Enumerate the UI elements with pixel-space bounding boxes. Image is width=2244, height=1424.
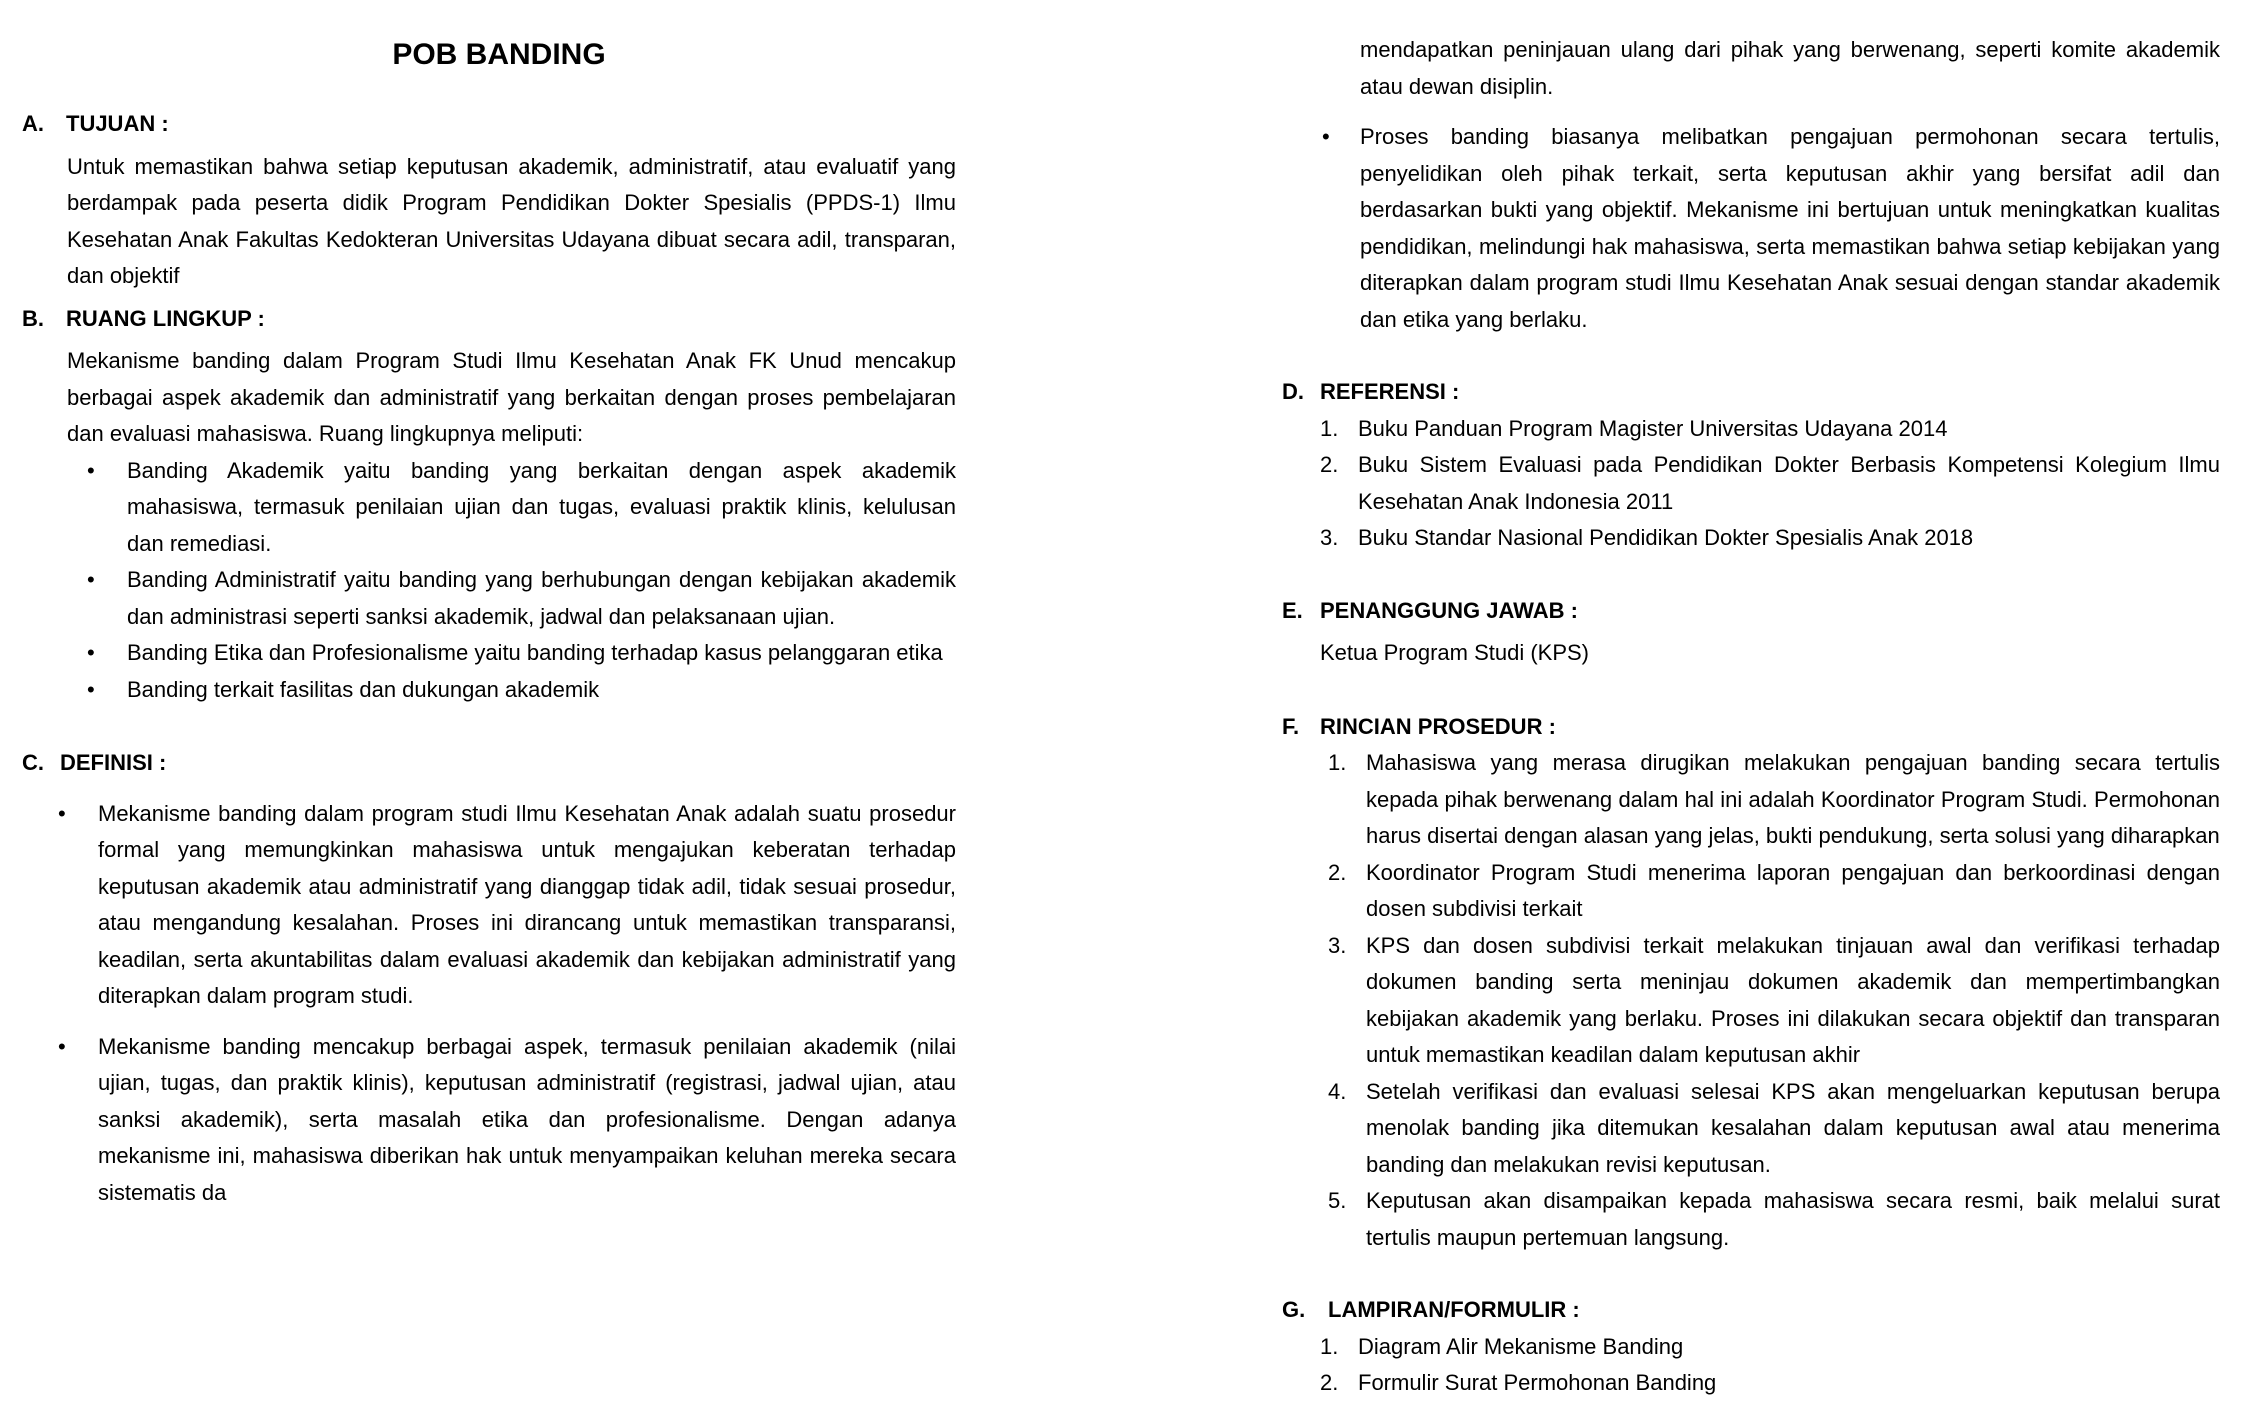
list-item-text: Buku Sistem Evaluasi pada Pendidikan Dokter Berbasis Kompetensi Kolegium Ilmu Kesehatan Anak Indonesia 2011 xyxy=(1358,452,2220,514)
list-item xyxy=(1328,1074,2220,1184)
list-item-text: Banding Administratif yaitu banding yang berhubungan dengan kebijakan akademik dan administrasi seperti sanksi akademik, jadwal dan pelaksanaan ujian. xyxy=(127,567,956,629)
list-item-text: Buku Standar Nasional Pendidikan Dokter Spesialis Anak 2018 xyxy=(1358,525,1974,550)
section-letter: G. xyxy=(1282,1297,1306,1322)
list-item-text: Buku Panduan Program Magister Universitas Udayana 2014 xyxy=(1358,415,1948,441)
section-letter: C. xyxy=(22,750,44,775)
list-number: 1. xyxy=(1320,1333,1339,1359)
list-item-text: Setelah verifikasi dan evaluasi selesai KPS akan mengeluarkan keputusan berupa menolak banding jika ditemukan kesalahan dalam keputusan awal atau menerima banding dan melakukan revisi keputusan. xyxy=(1366,1078,2220,1177)
section-heading xyxy=(22,301,956,338)
penanggung-jawab-text: Ketua Program Studi (KPS) xyxy=(1320,640,1590,665)
list-item xyxy=(98,796,956,1015)
section-heading xyxy=(1282,1292,2220,1329)
section-letter: A. xyxy=(22,111,44,136)
list-item-text: Mahasiswa yang merasa dirugikan melakukan pengajuan banding secara tertulis kepada pihak berwenang dalam hal ini adalah Koordinator Program Studi. Permohonan harus disertai dengan alasan yang jelas, bukti pendukung, serta solusi yang diharapkan xyxy=(1366,750,2220,848)
list-item xyxy=(1320,520,2220,557)
list-item-text: Banding Akademik yaitu banding yang berkaitan dengan aspek akademik mahasiswa, termasuk penilaian ujian dan tugas, evaluasi praktik klinis, kelulusan dan remediasi. xyxy=(127,457,956,556)
section-tujuan xyxy=(22,106,956,295)
definisi-list xyxy=(98,796,956,1212)
list-item xyxy=(1328,855,2220,928)
list-item-text: Koordinator Program Studi menerima laporan pengajuan dan berkoordinasi dengan dosen subdivisi terkait xyxy=(1366,859,2220,921)
left-column xyxy=(22,0,956,1211)
section-heading xyxy=(22,106,956,143)
list-item xyxy=(1320,1365,2220,1402)
list-item-text: Formulir Surat Permohonan Banding xyxy=(1358,1370,1717,1395)
section-letter: F. xyxy=(1282,713,1300,739)
right-column xyxy=(1282,0,2220,1402)
list-item-text: Banding terkait fasilitas dan dukungan akademik xyxy=(127,676,600,702)
list-number: 3. xyxy=(1328,932,1347,958)
section-title: REFERENSI : xyxy=(1320,379,1460,404)
list-item xyxy=(127,453,956,563)
section-penanggung-jawab xyxy=(1282,593,2220,672)
list-item-text: Banding Etika dan Profesionalisme yaitu banding terhadap kasus pelanggaran etika xyxy=(127,640,943,665)
list-item xyxy=(127,562,956,635)
definisi-continuation: mendapatkan peninjauan ulang dari pihak yang berwenang, seperti komite akademik atau dewan disiplin. xyxy=(1360,37,2220,99)
list-item xyxy=(127,672,956,709)
list-item-text: Mekanisme banding mencakup berbagai aspek, termasuk penilaian akademik (nilai ujian, tugas, dan praktik klinis), keputusan administratif (registrasi, jadwal ujian, atau sanksi akademik), serta masalah etika dan profesionalisme. Dengan adanya mekanisme ini, mahasiswa diberikan hak untuk menyampaikan keluhan mereka secara sistematis da xyxy=(98,1033,956,1205)
section-letter: E. xyxy=(1282,597,1303,623)
list-item-text: Proses banding biasanya melibatkan pengajuan permohonan secara tertulis, penyelidikan oleh pihak terkait, serta keputusan akhir yang bersifat adil dan berdasarkan bukti yang objektif. Mekanisme ini bertujuan untuk meningkatkan kualitas pendidikan, melindungi hak mahasiswa, serta memastikan bahwa setiap kebijakan yang diterapkan dalam program studi Ilmu Kesehatan Anak sesuai dengan standar akademik dan etika yang berlaku. xyxy=(1360,124,2220,332)
list-item-text: KPS dan dosen subdivisi terkait melakukan tinjauan awal dan verifikasi terhadap dokumen banding serta meninjau dokumen akademik dan mempertimbangkan kebijakan akademik yang berlaku. Proses ini dilakukan secara objektif dan transparan untuk memastikan keadilan dalam keputusan akhir xyxy=(1366,932,2220,1067)
section-title: TUJUAN : xyxy=(66,111,169,136)
list-item xyxy=(1320,411,2220,448)
list-number: 5. xyxy=(1328,1188,1347,1213)
ruang-lingkup-list xyxy=(127,453,956,709)
list-number: 2. xyxy=(1320,452,1339,477)
list-number: 1. xyxy=(1328,750,1347,775)
list-item xyxy=(127,635,956,672)
list-number: 2. xyxy=(1320,1370,1339,1395)
list-number: 4. xyxy=(1328,1078,1347,1104)
tujuan-text: Untuk memastikan bahwa setiap keputusan akademik, administratif, atau evaluatif yang berdampak pada peserta didik Program Pendidikan Dokter Spesialis (PPDS-1) Ilmu Kesehatan Anak Fakultas Kedokteran Universitas Udayana dibuat secara adil, transparan, dan objektif xyxy=(67,153,956,288)
list-number: 3. xyxy=(1320,525,1339,550)
page-title: POB BANDING xyxy=(392,38,606,71)
list-item xyxy=(1320,1329,2220,1366)
section-lampiran xyxy=(1282,1292,2220,1402)
section-title: DEFINISI : xyxy=(60,750,167,775)
list-item xyxy=(1360,119,2220,338)
lampiran-list xyxy=(1320,1329,2220,1402)
list-item-text: Mekanisme banding dalam program studi Ilmu Kesehatan Anak adalah suatu prosedur formal yang memungkinkan mahasiswa untuk mengajukan keberatan terhadap keputusan akademik atau administratif yang dianggap tidak adil, tidak sesuai prosedur, atau mengandung kesalahan. Proses ini dirancang untuk memastikan transparansi, keadilan, serta akuntabilitas dalam evaluasi akademik dan kebijakan administratif yang diterapkan dalam program studi. xyxy=(98,800,956,1008)
section-title: LAMPIRAN/FORMULIR : xyxy=(1328,1297,1580,1322)
section-letter: B. xyxy=(22,305,44,331)
section-title: RUANG LINGKUP : xyxy=(66,305,265,331)
rincian-list xyxy=(1328,745,2220,1256)
section-heading xyxy=(1282,709,2220,746)
section-ruang-lingkup xyxy=(22,301,956,709)
list-item-text: Diagram Alir Mekanisme Banding xyxy=(1358,1333,1684,1359)
list-item xyxy=(1328,745,2220,855)
section-heading xyxy=(22,745,956,782)
section-heading xyxy=(1282,593,2220,630)
list-item xyxy=(1328,1183,2220,1256)
section-title: RINCIAN PROSEDUR : xyxy=(1320,713,1556,739)
section-heading xyxy=(1282,374,2220,411)
list-number: 2. xyxy=(1328,859,1347,885)
list-item xyxy=(98,1029,956,1212)
section-definisi xyxy=(22,745,956,1211)
list-number: 1. xyxy=(1320,415,1339,441)
ruang-lingkup-text: Mekanisme banding dalam Program Studi Ilmu Kesehatan Anak FK Unud mencakup berbagai aspek akademik dan administratif yang berkaitan dengan proses pembelajaran dan evaluasi mahasiswa. Ruang lingkupnya meliputi: xyxy=(67,348,956,446)
section-title: PENANGGUNG JAWAB : xyxy=(1320,597,1578,623)
definisi-list-continued xyxy=(1360,119,2220,338)
list-item xyxy=(1328,928,2220,1074)
section-referensi xyxy=(1282,374,2220,557)
list-item-text: Keputusan akan disampaikan kepada mahasiswa secara resmi, baik melalui surat tertulis maupun pertemuan langsung. xyxy=(1366,1188,2220,1250)
section-rincian-prosedur xyxy=(1282,709,2220,1257)
section-letter: D. xyxy=(1282,379,1304,404)
referensi-list xyxy=(1320,411,2220,557)
list-item xyxy=(1320,447,2220,520)
